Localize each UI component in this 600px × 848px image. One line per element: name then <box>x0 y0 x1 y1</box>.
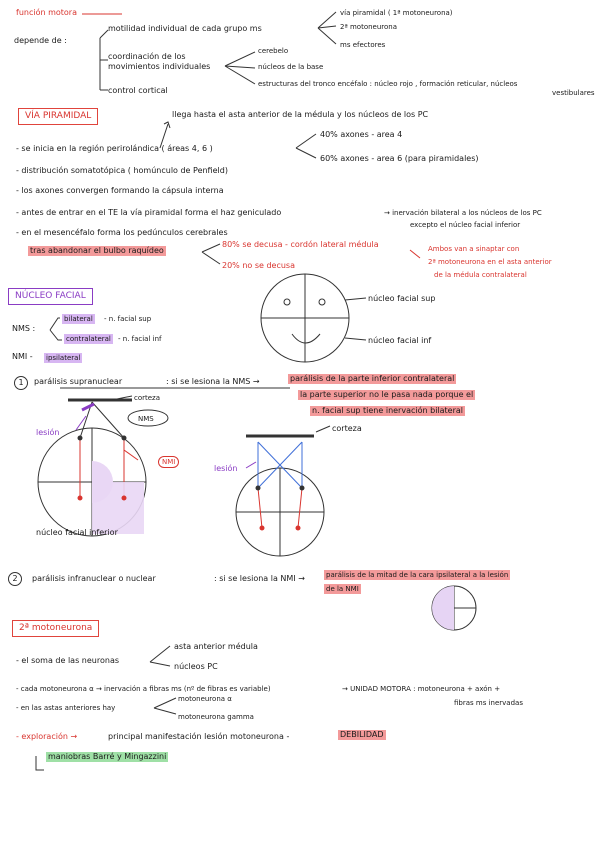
contralateral-desc: - n. facial inf <box>118 335 162 343</box>
cada-motoneurona-text: - cada motoneurona α → inervación a fibras ms (nº de fibras es variable) <box>16 685 271 693</box>
bilateral-desc: - n. facial sup <box>104 315 152 323</box>
nucleo-inf-label: núcleo facial inf <box>368 336 432 345</box>
control-cortical-text: control cortical <box>108 86 168 95</box>
option-via-piramidal: vía piramidal ( 1ª motoneurona) <box>340 9 453 17</box>
p20-text: 20% no se decusa <box>222 261 296 270</box>
p40-text: 40% axones - area 4 <box>320 130 403 139</box>
maniobras-highlight: maniobras Barré y Mingazzini <box>48 752 167 761</box>
paralisis-supranuclear-title: parálisis supranuclear <box>34 377 123 386</box>
nucleo-sup-label: núcleo facial sup <box>368 294 436 303</box>
llega-text: llega hasta el asta anterior de la médula y los núcleos de los PC <box>172 110 429 119</box>
option-ms-efectores: ms efectores <box>340 41 386 49</box>
supranuclear-highlight-3: n. facial sup tiene inervación bilateral <box>312 406 464 415</box>
motoneurona-gamma-text: motoneurona gamma <box>178 713 254 721</box>
motoneurona-alfa-text: motoneurona α <box>178 695 232 703</box>
lesion-label-2: lesión <box>214 464 238 473</box>
corteza-label-2: corteza <box>332 424 362 433</box>
fibras-text: fibras ms inervadas <box>454 699 523 707</box>
section-title-via-piramidal: VÍA PIRAMIDAL <box>18 108 98 125</box>
nucleo-facial-inferior-caption: núcleo facial inferior <box>36 528 118 537</box>
item-number-1: 1 <box>14 376 28 390</box>
supranuclear-highlight-2: la parte superior no le pasa nada porque el <box>300 390 474 399</box>
asta-anterior-text: asta anterior médula <box>174 642 258 651</box>
vestibulares-text: vestibulares <box>552 89 595 97</box>
coordinacion-line2: movimientos individuales <box>108 62 211 71</box>
astas-text: - en las astas anteriores hay <box>16 704 116 712</box>
paralisis-infranuclear-title: parálisis infranuclear o nuclear <box>32 574 156 583</box>
axones-text: - los axones convergen formando la cápsula interna <box>16 186 224 195</box>
infranuclear-highlight-1: parálisis de la mitad de la cara ipsilateral a la lesión <box>326 571 509 579</box>
supranuclear-condition: : si se lesiona la NMS → <box>166 377 260 386</box>
option-2-motoneurona: 2ª motoneurona <box>340 23 398 31</box>
bilateral-tag: bilateral <box>64 315 93 323</box>
tras-bulbo-text: tras abandonar el bulbo raquídeo <box>30 246 164 255</box>
soma-text: - el soma de las neuronas <box>16 656 120 665</box>
nms-label: NMS : <box>12 324 36 333</box>
ambos-line2: 2ª motoneurona en el asta anterior <box>428 258 552 266</box>
estructuras-text: estructuras del tronco encéfalo : núcleo rojo , formación reticular, núcleos <box>258 80 518 88</box>
nucleos-pc-text: núcleos PC <box>174 662 218 671</box>
exploracion-text: - exploración → <box>16 732 78 741</box>
mesencefalo-text: - en el mesencéfalo forma los pedúnculos cerebrales <box>16 228 228 237</box>
infranuclear-condition: : si se lesiona la NMI → <box>214 574 305 583</box>
p80-text: 80% se decusa - cordón lateral médula <box>222 240 379 249</box>
nms-diagram-label: NMS <box>138 415 154 423</box>
motilidad-text: motilidad individual de cada grupo ms <box>108 24 262 33</box>
lesion-label-1: lesión <box>36 428 60 437</box>
section-title-2-motoneurona: 2ª motoneurona <box>12 620 99 637</box>
section-title-nucleo-facial: NÚCLEO FACIAL <box>8 288 93 305</box>
p60-text: 60% axones - area 6 (para piramidales) <box>320 154 479 163</box>
inervacion-line2: excepto el núcleo facial inferior <box>410 221 521 229</box>
inervacion-line1: → inervación bilateral a los núcleos de los PC <box>384 209 542 217</box>
nmi-label: NMI - <box>12 352 33 361</box>
ambos-line3: de la médula contralateral <box>434 271 527 279</box>
coordinacion-line1: coordinación de los <box>108 52 186 61</box>
corteza-label-1: corteza <box>134 394 161 402</box>
inicia-text: - se inicia en la región perirolándica ( áreas 4, 6 ) <box>16 144 213 153</box>
cerebelo-text: cerebelo <box>258 47 289 55</box>
depende-label: depende de : <box>14 36 67 45</box>
ambos-line1: Ambos van a sinaptar con <box>428 245 520 253</box>
antes-text: - antes de entrar en el TE la vía piramidal forma el haz geniculado <box>16 208 282 217</box>
section-title-funcion-motora: función motora <box>16 8 77 17</box>
nmi-diagram-label: NMI <box>158 456 179 468</box>
infranuclear-highlight-2: de la NMI <box>326 585 359 593</box>
item-number-2: 2 <box>8 572 22 586</box>
principal-manifestacion-text: principal manifestación lesión motoneurona - <box>108 732 290 741</box>
nucleos-base-text: núcleos de la base <box>258 63 324 71</box>
contralateral-tag: contralateral <box>66 335 111 343</box>
debilidad-highlight: DEBILIDAD <box>340 730 384 739</box>
unidad-motora-text: → UNIDAD MOTORA : motoneurona + axón + <box>342 685 501 693</box>
ipsilateral-tag: ipsilateral <box>46 354 81 362</box>
supranuclear-highlight-1: parálisis de la parte inferior contralateral <box>290 374 455 383</box>
distribucion-text: - distribución somatotópica ( homúnculo de Penfield) <box>16 166 228 175</box>
